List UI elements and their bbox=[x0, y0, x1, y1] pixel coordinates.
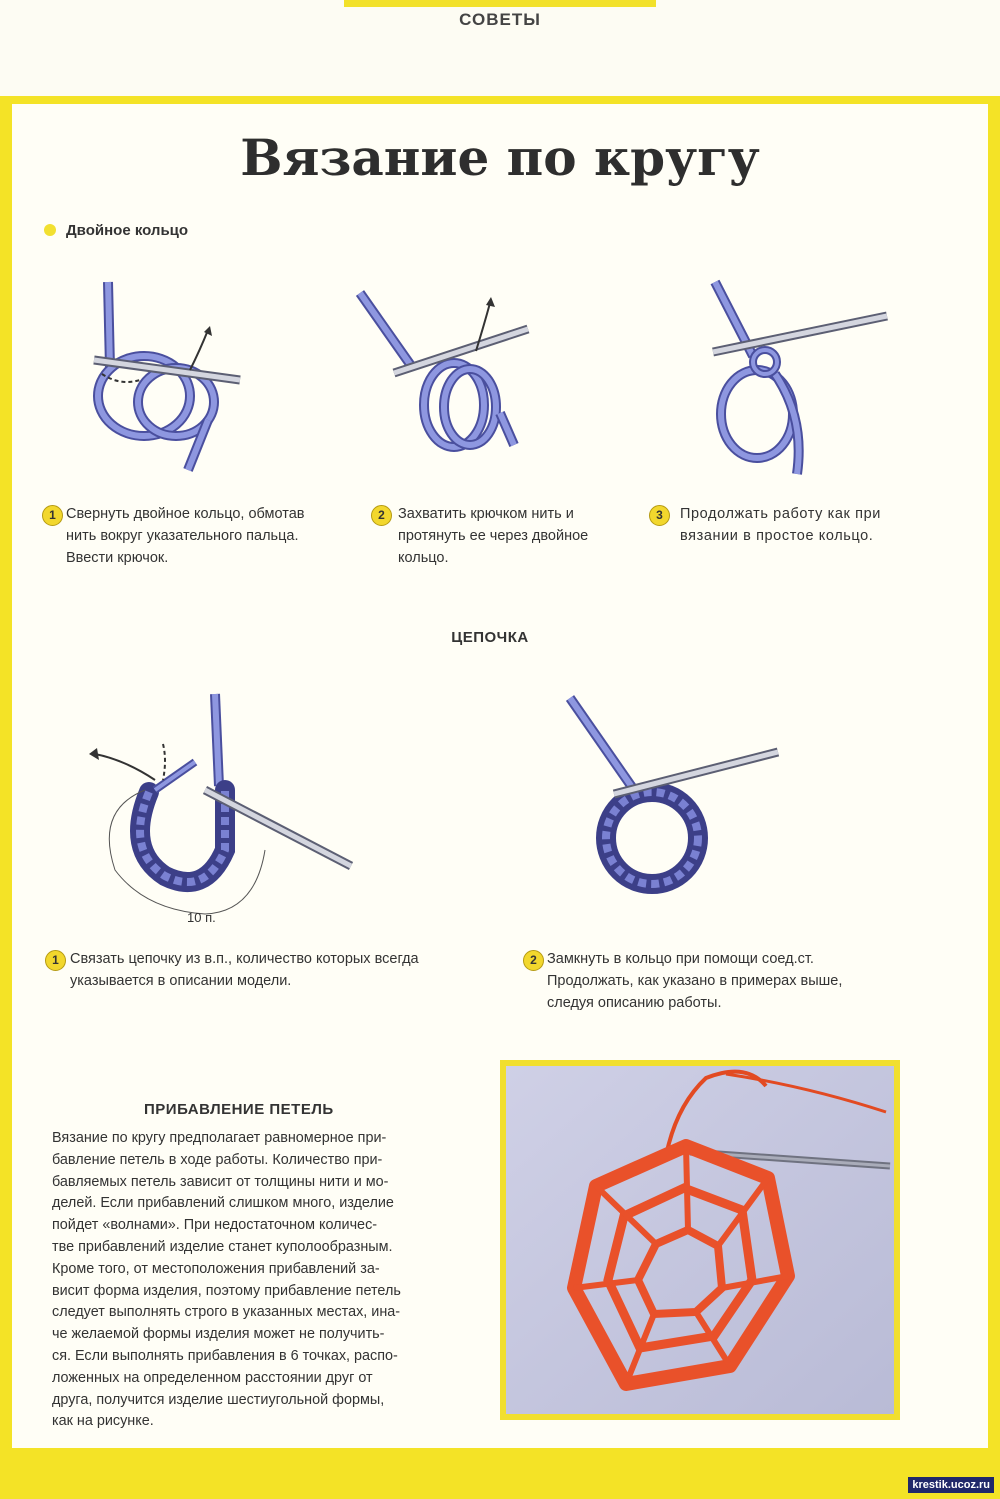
hexagon-motif-image bbox=[506, 1066, 894, 1414]
caption-line: следуя описанию работы. bbox=[547, 995, 722, 1011]
bullet-dot-icon bbox=[44, 224, 56, 236]
double-ring-step1-caption bbox=[66, 503, 346, 569]
double-ring-step3-caption bbox=[680, 503, 930, 547]
paragraph-line: Вязание по кругу предполагает равномерное при- bbox=[52, 1130, 387, 1146]
chain-count-label: 10 п. bbox=[187, 910, 216, 925]
increase-paragraph bbox=[52, 1128, 428, 1433]
header-yellow-band bbox=[344, 0, 656, 7]
double-ring-heading-text: Двойное кольцо bbox=[66, 222, 189, 239]
caption-line: кольцо. bbox=[398, 550, 449, 566]
hexagon-motif-photo bbox=[500, 1060, 900, 1420]
chain-step2-illustration bbox=[560, 690, 790, 910]
page-title: Вязание по кругу bbox=[240, 128, 760, 187]
chain-step2-caption bbox=[547, 948, 887, 1014]
double-ring-heading bbox=[44, 222, 188, 239]
paragraph-line: че желаемой формы изделия может не получить- bbox=[52, 1326, 385, 1343]
increase-heading: ПРИБАВЛЕНИЕ ПЕТЕЛЬ bbox=[144, 1101, 334, 1118]
step-number-badge: 1 bbox=[45, 950, 66, 971]
caption-line: Ввести крючок. bbox=[66, 550, 169, 566]
step-number-badge: 2 bbox=[371, 505, 392, 526]
paragraph-line: как на рисунке. bbox=[52, 1413, 154, 1430]
caption-line: вязании в простое кольцо. bbox=[680, 528, 874, 544]
caption-line: Связать цепочку из в.п., количество которых всегда bbox=[70, 951, 419, 967]
watermark: krestik.ucoz.ru bbox=[908, 1477, 994, 1493]
chain-step1-illustration bbox=[85, 690, 365, 920]
caption-line: Продолжать работу как при bbox=[680, 506, 881, 522]
caption-line: Продолжать, как указано в примерах выше, bbox=[547, 973, 843, 989]
paragraph-line: Кроме того, от местоположения прибавлений за- bbox=[52, 1260, 380, 1277]
paragraph-line: пойдет «волнами». При недостаточном количес- bbox=[52, 1217, 378, 1234]
paragraph-line: ся. Если выполнять прибавления в 6 точках, распо- bbox=[52, 1347, 398, 1364]
double-ring-step1-illustration bbox=[80, 270, 260, 490]
section-label: СОВЕТЫ bbox=[459, 10, 541, 29]
caption-line: протянуть ее через двойное bbox=[398, 528, 589, 544]
paragraph-line: висит форма изделия, поэтому прибавление петель bbox=[52, 1282, 401, 1299]
step-number-badge: 3 bbox=[649, 505, 670, 526]
step-number-badge: 1 bbox=[42, 505, 63, 526]
paragraph-line: следует выполнять строго в указанных местах, ина- bbox=[52, 1304, 401, 1321]
chain-heading: ЦЕПОЧКА bbox=[451, 629, 529, 646]
double-ring-step2-illustration bbox=[350, 285, 540, 460]
caption-line: указывается в описании модели. bbox=[70, 973, 292, 989]
paragraph-line: тве прибавлений изделие станет куполообразным. bbox=[52, 1238, 393, 1255]
paragraph-line: делей. Если прибавлений слишком много, изделие bbox=[52, 1195, 394, 1212]
caption-line: Свернуть двойное кольцо, обмотав bbox=[66, 506, 305, 522]
paragraph-line: бавляемых петель зависит от толщины нити и мо- bbox=[52, 1173, 389, 1190]
caption-line: Замкнуть в кольцо при помощи соед.ст. bbox=[547, 951, 814, 967]
paragraph-line: бавление петель в ходе работы. Количество при- bbox=[52, 1151, 383, 1168]
double-ring-step2-caption bbox=[398, 503, 618, 569]
caption-line: Захватить крючком нить и bbox=[398, 506, 574, 522]
caption-line: нить вокруг указательного пальца. bbox=[66, 528, 299, 544]
chain-step1-caption bbox=[70, 948, 490, 992]
double-ring-step3-illustration bbox=[705, 278, 895, 483]
step-number-badge: 2 bbox=[523, 950, 544, 971]
paragraph-line: друга, получится изделие шестиугольной формы, bbox=[52, 1391, 385, 1408]
paragraph-line: ложенных на определенном расстоянии друг от bbox=[52, 1369, 373, 1386]
